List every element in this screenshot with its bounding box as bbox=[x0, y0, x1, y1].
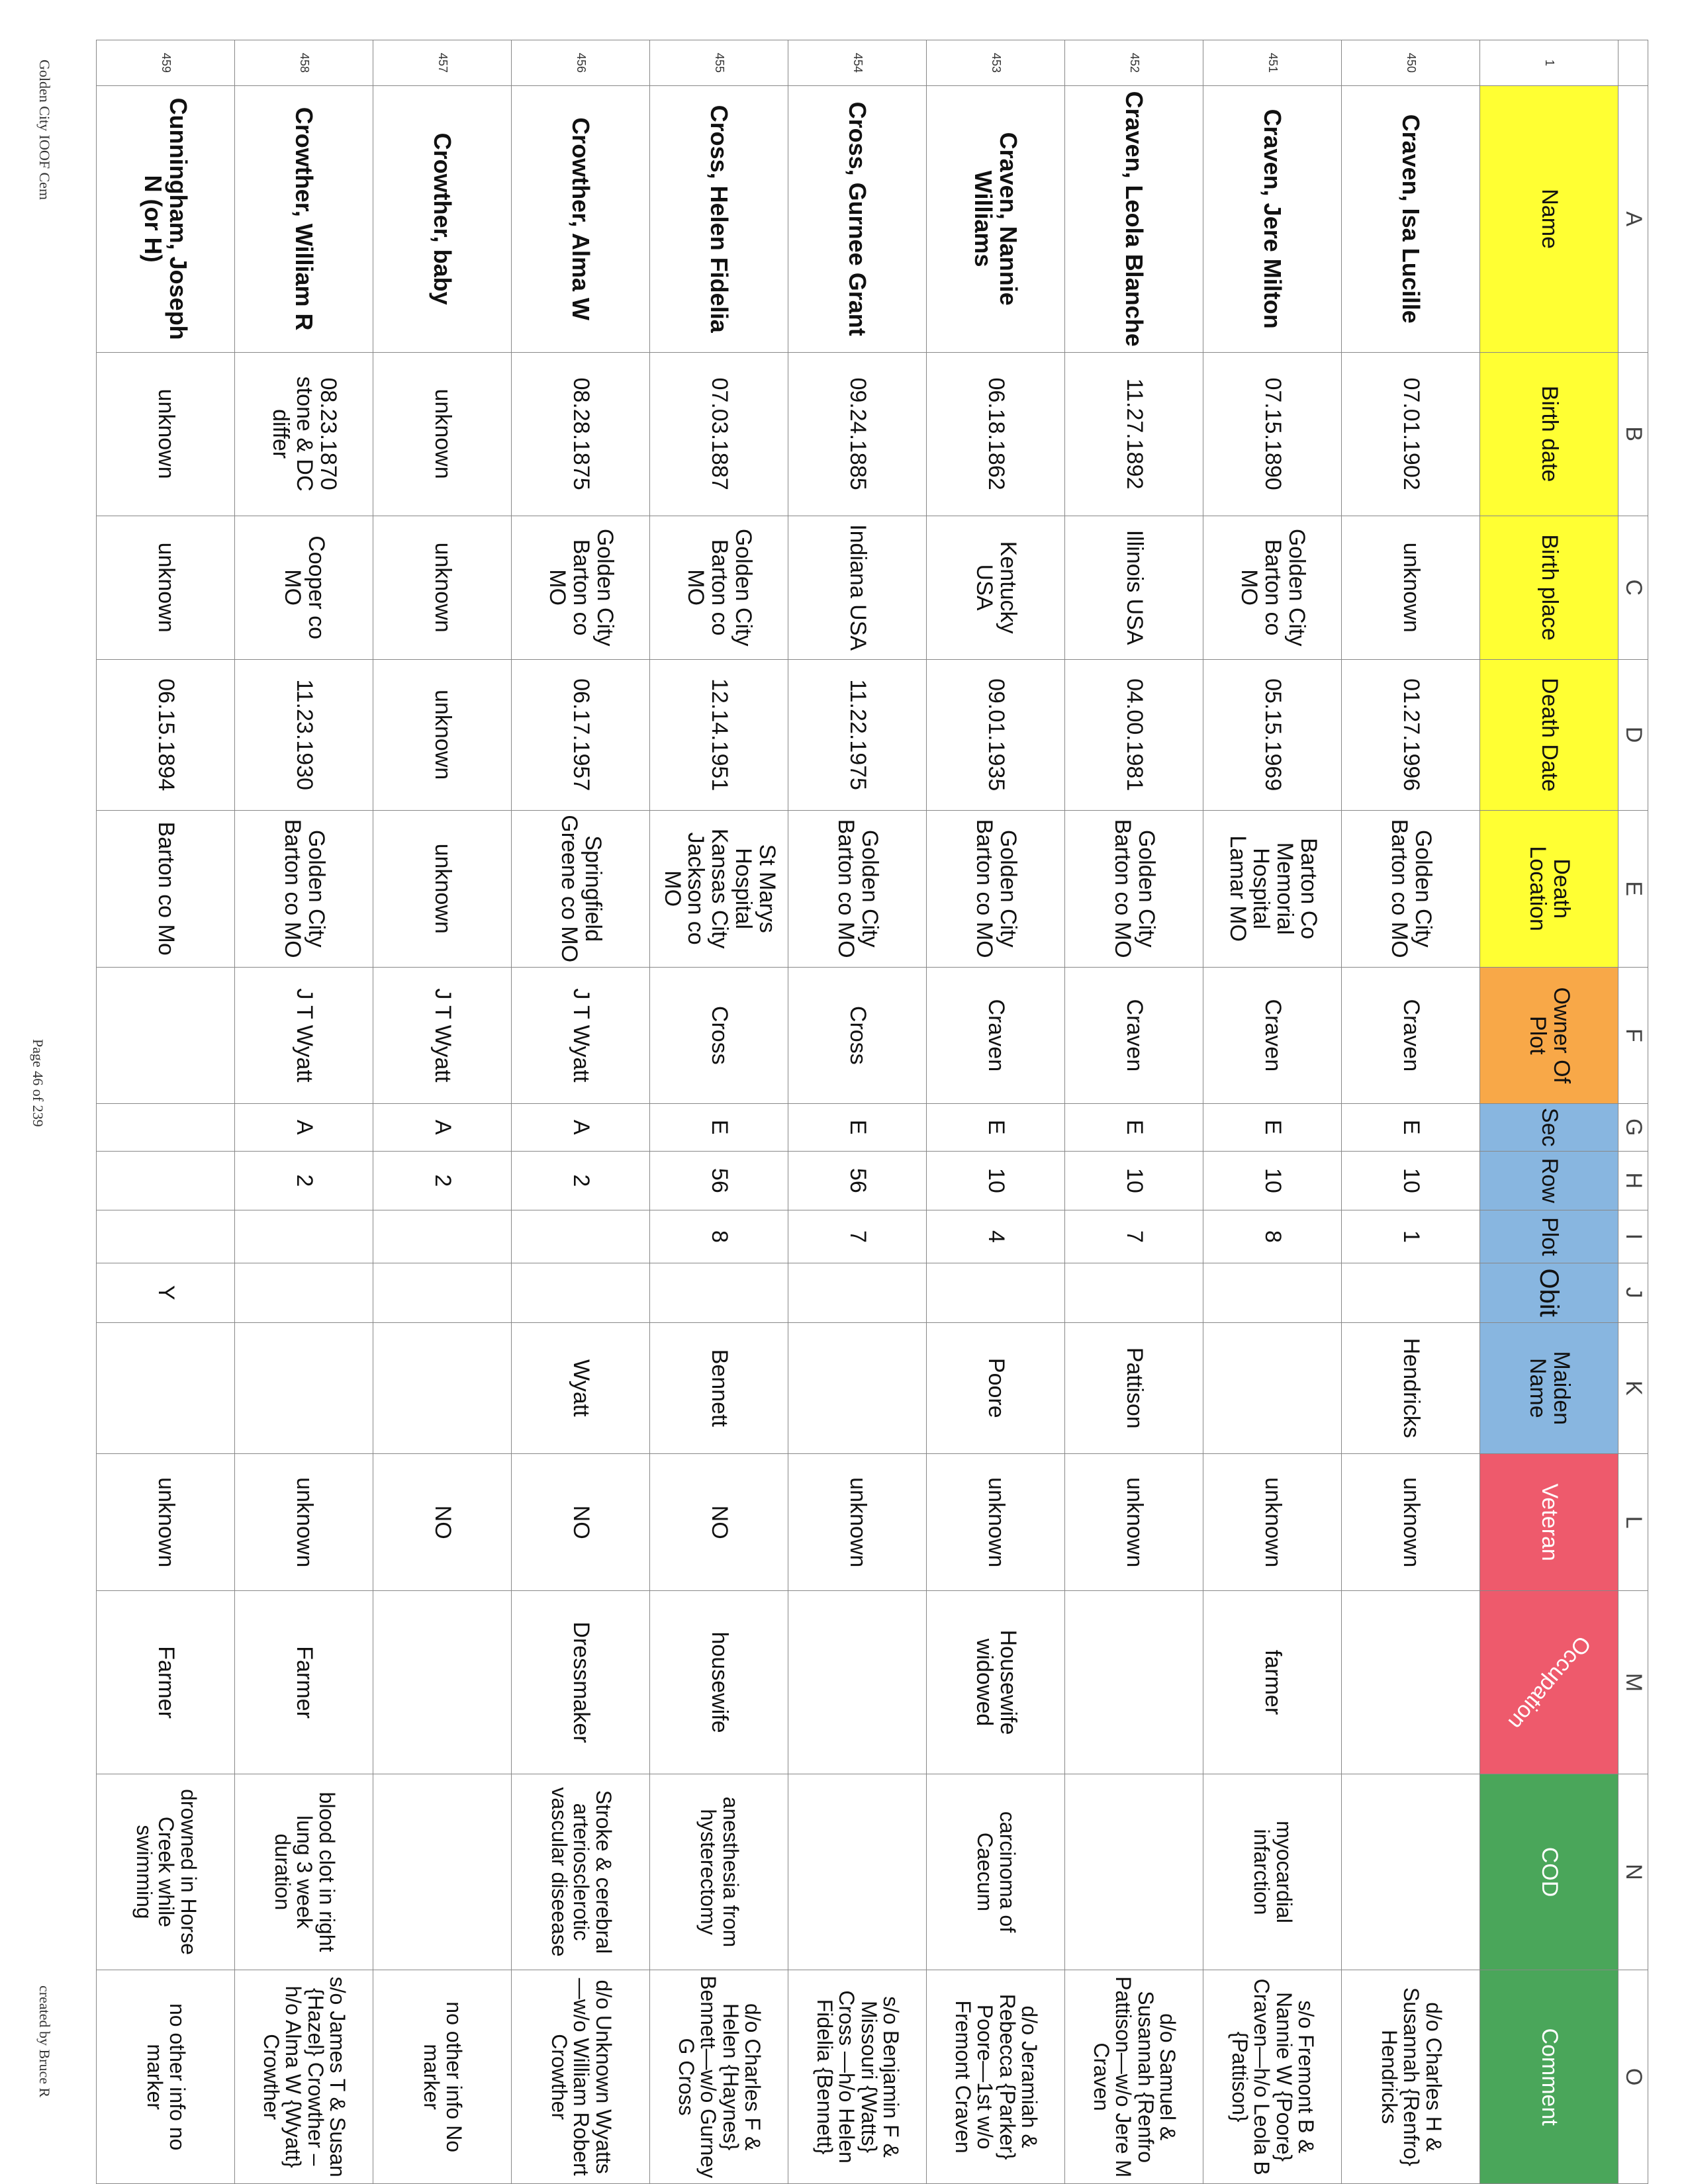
header-row-number: 1 bbox=[1480, 40, 1618, 86]
header-occupation-cell bbox=[1480, 1591, 1618, 1774]
header-cod: COD bbox=[1480, 1774, 1618, 1970]
death-location-cell: unknown bbox=[373, 810, 512, 967]
footer-right: created by Bruce R bbox=[36, 1985, 53, 2098]
birth-date-cell: 08.28.1875 bbox=[512, 352, 650, 516]
col-letter: I bbox=[1618, 1210, 1648, 1263]
veteran-cell: unknown bbox=[235, 1454, 373, 1591]
footer-left: Golden City IOOF Cem bbox=[36, 60, 53, 201]
death-location-cell: St Marys Hospital Kansas City Jackson co MO bbox=[650, 810, 788, 967]
veteran-cell: NO bbox=[512, 1454, 650, 1591]
table-row bbox=[927, 40, 1065, 2184]
table-row bbox=[650, 40, 788, 2184]
header-row: Row bbox=[1480, 1151, 1618, 1210]
occupation-cell: housewife bbox=[650, 1591, 788, 1774]
col-letter: D bbox=[1618, 659, 1648, 810]
comment-cell: d/o Samuel & Susannah {Renfro Pattison—w/o Jere M Craven bbox=[1065, 1970, 1203, 2184]
table-row bbox=[788, 40, 927, 2184]
row-cell: 2 bbox=[373, 1151, 512, 1210]
veteran-cell: unknown bbox=[1342, 1454, 1480, 1591]
owner-cell: Craven bbox=[1342, 967, 1480, 1103]
sec-cell: A bbox=[512, 1103, 650, 1151]
occupation-cell bbox=[1342, 1591, 1480, 1774]
death-location-cell: Springfield Greene co MO bbox=[512, 810, 650, 967]
sec-cell: E bbox=[650, 1103, 788, 1151]
cod-cell: myocardial infarction bbox=[1203, 1774, 1342, 1970]
row-number: 459 bbox=[97, 40, 235, 86]
cod-cell: Stroke & cerebral arteriosclerotic vascular diseease bbox=[512, 1774, 650, 1970]
table-row bbox=[97, 40, 235, 2184]
name-cell: Craven, Jere Milton bbox=[1203, 85, 1342, 352]
comment-cell: d/o Charles F & Helen {Haynes} Bennett—w/o Gurney G Cross bbox=[650, 1970, 788, 2184]
plot-cell: 8 bbox=[1203, 1210, 1342, 1263]
plot-cell bbox=[97, 1210, 235, 1263]
cod-cell: drowned in Horse Creek while swimming bbox=[97, 1774, 235, 1970]
plot-cell: 1 bbox=[1342, 1210, 1480, 1263]
veteran-cell: unknown bbox=[1065, 1454, 1203, 1591]
maiden-name-cell bbox=[788, 1322, 927, 1453]
death-location-cell: Golden City Barton co MO bbox=[788, 810, 927, 967]
cod-cell: carcinoma of Caecum bbox=[927, 1774, 1065, 1970]
maiden-name-cell: Wyatt bbox=[512, 1322, 650, 1453]
maiden-name-cell: Pattison bbox=[1065, 1322, 1203, 1453]
header-sec: Sec bbox=[1480, 1103, 1618, 1151]
owner-cell: Cross bbox=[650, 967, 788, 1103]
header-name: Name bbox=[1480, 85, 1618, 352]
row-cell: 2 bbox=[512, 1151, 650, 1210]
name-cell: Crowther, William R bbox=[235, 85, 373, 352]
row-number: 456 bbox=[512, 40, 650, 86]
row-number: 457 bbox=[373, 40, 512, 86]
header-veteran: Veteran bbox=[1480, 1454, 1618, 1591]
owner-cell: J T Wyatt bbox=[373, 967, 512, 1103]
row-cell: 10 bbox=[1065, 1151, 1203, 1210]
sec-cell: E bbox=[788, 1103, 927, 1151]
birth-date-cell: 07.03.1887 bbox=[650, 352, 788, 516]
death-location-cell: Golden City Barton co MO bbox=[235, 810, 373, 967]
sec-cell: A bbox=[235, 1103, 373, 1151]
col-letter: L bbox=[1618, 1454, 1648, 1591]
row-number: 455 bbox=[650, 40, 788, 86]
header-owner: Owner Of Plot bbox=[1480, 967, 1618, 1103]
header-maiden-name: Maiden Name bbox=[1480, 1322, 1618, 1453]
row-cell: 2 bbox=[235, 1151, 373, 1210]
death-date-cell: 06.15.1894 bbox=[97, 659, 235, 810]
obit-cell bbox=[373, 1263, 512, 1322]
occupation-cell bbox=[373, 1591, 512, 1774]
occupation-cell bbox=[1065, 1591, 1203, 1774]
occupation-cell: Housewife widowed bbox=[927, 1591, 1065, 1774]
sec-cell: E bbox=[1342, 1103, 1480, 1151]
col-letter: N bbox=[1618, 1774, 1648, 1970]
comment-cell: s/o Fremont B & Nannie W {Poore} Craven—h/o Leola B {Pattison} bbox=[1203, 1970, 1342, 2184]
plot-cell bbox=[373, 1210, 512, 1263]
occupation-cell bbox=[788, 1591, 927, 1774]
col-letter: B bbox=[1618, 352, 1648, 516]
cod-cell bbox=[1065, 1774, 1203, 1970]
row-number: 453 bbox=[927, 40, 1065, 86]
maiden-name-cell bbox=[97, 1322, 235, 1453]
veteran-cell: NO bbox=[650, 1454, 788, 1591]
sec-cell: E bbox=[927, 1103, 1065, 1151]
death-date-cell: 12.14.1951 bbox=[650, 659, 788, 810]
obit-cell bbox=[1203, 1263, 1342, 1322]
name-cell: Craven, Isa Lucille bbox=[1342, 85, 1480, 352]
comment-cell: d/o Unknown Wyatts —w/o William Robert Crowther bbox=[512, 1970, 650, 2184]
death-location-cell: Barton Co Memorial Hospital Lamar MO bbox=[1203, 810, 1342, 967]
birth-date-cell: 07.15.1890 bbox=[1203, 352, 1342, 516]
row-cell: 10 bbox=[927, 1151, 1065, 1210]
col-letter: M bbox=[1618, 1591, 1648, 1774]
maiden-name-cell: Bennett bbox=[650, 1322, 788, 1453]
row-number: 454 bbox=[788, 40, 927, 86]
cemetery-records-table bbox=[96, 40, 1648, 2184]
row-cell: 56 bbox=[788, 1151, 927, 1210]
col-letter: E bbox=[1618, 810, 1648, 967]
header-birth-place: Birth place bbox=[1480, 516, 1618, 659]
owner-cell: J T Wyatt bbox=[512, 967, 650, 1103]
cod-cell bbox=[788, 1774, 927, 1970]
col-letter: J bbox=[1618, 1263, 1648, 1322]
occupation-cell: farmer bbox=[1203, 1591, 1342, 1774]
cod-cell: blood clot in right lung 3 week duration bbox=[235, 1774, 373, 1970]
sec-cell: A bbox=[373, 1103, 512, 1151]
birth-place-cell: Kentucky USA bbox=[927, 516, 1065, 659]
veteran-cell: unknown bbox=[788, 1454, 927, 1591]
owner-cell: Craven bbox=[927, 967, 1065, 1103]
header-obit: Obit bbox=[1480, 1263, 1618, 1322]
comment-cell: d/o Jeramiah & Rebecca {Parker} Poore—1st w/o Fremont Craven bbox=[927, 1970, 1065, 2184]
death-date-cell: 01.27.1996 bbox=[1342, 659, 1480, 810]
comment-cell: no other info No marker bbox=[373, 1970, 512, 2184]
obit-cell bbox=[235, 1263, 373, 1322]
plot-cell bbox=[235, 1210, 373, 1263]
footer-page-number: Page 46 of 239 bbox=[30, 1039, 46, 1127]
plot-cell bbox=[512, 1210, 650, 1263]
sec-cell bbox=[97, 1103, 235, 1151]
row-number: 458 bbox=[235, 40, 373, 86]
owner-cell: Cross bbox=[788, 967, 927, 1103]
birth-place-cell: unknown bbox=[97, 516, 235, 659]
name-cell: Cross, Helen Fidelia bbox=[650, 85, 788, 352]
birth-date-cell: 08.23.1870 stone & DC differ bbox=[235, 352, 373, 516]
birth-date-cell: unknown bbox=[373, 352, 512, 516]
death-date-cell: unknown bbox=[373, 659, 512, 810]
comment-cell: no other info no marker bbox=[97, 1970, 235, 2184]
birth-date-cell: 09.24.1885 bbox=[788, 352, 927, 516]
obit-cell: Y bbox=[97, 1263, 235, 1322]
birth-place-cell: Golden City Barton co MO bbox=[512, 516, 650, 659]
table-row bbox=[373, 40, 512, 2184]
birth-place-cell: Indiana USA bbox=[788, 516, 927, 659]
header-birth-date: Birth date bbox=[1480, 352, 1618, 516]
maiden-name-cell bbox=[373, 1322, 512, 1453]
death-date-cell: 06.17.1957 bbox=[512, 659, 650, 810]
owner-cell: Craven bbox=[1065, 967, 1203, 1103]
row-number: 451 bbox=[1203, 40, 1342, 86]
birth-place-cell: Golden City Barton co MO bbox=[1203, 516, 1342, 659]
plot-cell: 4 bbox=[927, 1210, 1065, 1263]
comment-cell: s/o Benjamin F & Missouri {Watts} Cross —h/o Helen Fidelia {Bennett} bbox=[788, 1970, 927, 2184]
table-row bbox=[1203, 40, 1342, 2184]
sec-cell: E bbox=[1203, 1103, 1342, 1151]
birth-date-cell: unknown bbox=[97, 352, 235, 516]
death-date-cell: 11.23.1930 bbox=[235, 659, 373, 810]
cod-cell bbox=[373, 1774, 512, 1970]
death-date-cell: 04.00.1981 bbox=[1065, 659, 1203, 810]
plot-cell: 8 bbox=[650, 1210, 788, 1263]
table-row bbox=[1342, 40, 1480, 2184]
obit-cell bbox=[1065, 1263, 1203, 1322]
death-date-cell: 05.15.1969 bbox=[1203, 659, 1342, 810]
col-letter: F bbox=[1618, 967, 1648, 1103]
name-cell: Craven, Leola Blanche bbox=[1065, 85, 1203, 352]
owner-cell bbox=[97, 967, 235, 1103]
col-letter: G bbox=[1618, 1103, 1648, 1151]
obit-cell bbox=[1342, 1263, 1480, 1322]
birth-place-cell: unknown bbox=[1342, 516, 1480, 659]
death-date-cell: 09.01.1935 bbox=[927, 659, 1065, 810]
cod-cell: anesthesia from hysterectomy bbox=[650, 1774, 788, 1970]
obit-cell bbox=[927, 1263, 1065, 1322]
row-number: 450 bbox=[1342, 40, 1480, 86]
veteran-cell: unknown bbox=[97, 1454, 235, 1591]
birth-place-cell: Golden City Barton co MO bbox=[650, 516, 788, 659]
row-cell: 56 bbox=[650, 1151, 788, 1210]
veteran-cell: unknown bbox=[1203, 1454, 1342, 1591]
occupation-cell: Farmer bbox=[97, 1591, 235, 1774]
obit-cell bbox=[788, 1263, 927, 1322]
birth-place-cell: Illinois USA bbox=[1065, 516, 1203, 659]
death-location-cell: Barton co Mo bbox=[97, 810, 235, 967]
header-row bbox=[1480, 40, 1618, 2184]
maiden-name-cell: Hendricks bbox=[1342, 1322, 1480, 1453]
column-letter-row bbox=[1618, 40, 1648, 2184]
maiden-name-cell bbox=[235, 1322, 373, 1453]
row-cell bbox=[97, 1151, 235, 1210]
name-cell: Craven, Nannie Williams bbox=[927, 85, 1065, 352]
header-occupation: Occupation bbox=[1503, 1631, 1596, 1735]
col-letter: A bbox=[1618, 85, 1648, 352]
name-cell: Crowther, Alma W bbox=[512, 85, 650, 352]
death-location-cell: Golden City Barton co MO bbox=[1342, 810, 1480, 967]
maiden-name-cell bbox=[1203, 1322, 1342, 1453]
obit-cell bbox=[512, 1263, 650, 1322]
birth-date-cell: 07.01.1902 bbox=[1342, 352, 1480, 516]
col-letter: C bbox=[1618, 516, 1648, 659]
occupation-cell: Farmer bbox=[235, 1591, 373, 1774]
row-cell: 10 bbox=[1342, 1151, 1480, 1210]
veteran-cell: unknown bbox=[927, 1454, 1065, 1591]
table-row bbox=[512, 40, 650, 2184]
row-number: 452 bbox=[1065, 40, 1203, 86]
col-letter: K bbox=[1618, 1322, 1648, 1453]
occupation-cell: Dressmaker bbox=[512, 1591, 650, 1774]
name-cell: Cunningham, Joseph N (or H) bbox=[97, 85, 235, 352]
birth-date-cell: 06.18.1862 bbox=[927, 352, 1065, 516]
name-cell: Crowther, baby bbox=[373, 85, 512, 352]
col-letter: H bbox=[1618, 1151, 1648, 1210]
table-row bbox=[1065, 40, 1203, 2184]
name-cell: Cross, Gurnee Grant bbox=[788, 85, 927, 352]
row-cell: 10 bbox=[1203, 1151, 1342, 1210]
birth-place-cell: Cooper co MO bbox=[235, 516, 373, 659]
table-row bbox=[235, 40, 373, 2184]
owner-cell: Craven bbox=[1203, 967, 1342, 1103]
header-death-location: Death Location bbox=[1480, 810, 1618, 967]
header-death-date: Death Date bbox=[1480, 659, 1618, 810]
owner-cell: J T Wyatt bbox=[235, 967, 373, 1103]
birth-place-cell: unknown bbox=[373, 516, 512, 659]
col-letter: O bbox=[1618, 1970, 1648, 2184]
death-location-cell: Golden City Barton co MO bbox=[1065, 810, 1203, 967]
corner-cell bbox=[1618, 40, 1648, 86]
cod-cell bbox=[1342, 1774, 1480, 1970]
sec-cell: E bbox=[1065, 1103, 1203, 1151]
obit-cell bbox=[650, 1263, 788, 1322]
plot-cell: 7 bbox=[1065, 1210, 1203, 1263]
death-location-cell: Golden City Barton co MO bbox=[927, 810, 1065, 967]
birth-date-cell: 11.27.1892 bbox=[1065, 352, 1203, 516]
header-plot: Plot bbox=[1480, 1210, 1618, 1263]
plot-cell: 7 bbox=[788, 1210, 927, 1263]
veteran-cell: NO bbox=[373, 1454, 512, 1591]
maiden-name-cell: Poore bbox=[927, 1322, 1065, 1453]
header-comment: Comment bbox=[1480, 1970, 1618, 2184]
comment-cell: s/o James T & Susan {Hazel} Crowther –h/o Alma W {Wyatt} Crowther bbox=[235, 1970, 373, 2184]
death-date-cell: 11.22.1975 bbox=[788, 659, 927, 810]
comment-cell: d/o Charles H & Susannah {Renfro} Hendricks bbox=[1342, 1970, 1480, 2184]
